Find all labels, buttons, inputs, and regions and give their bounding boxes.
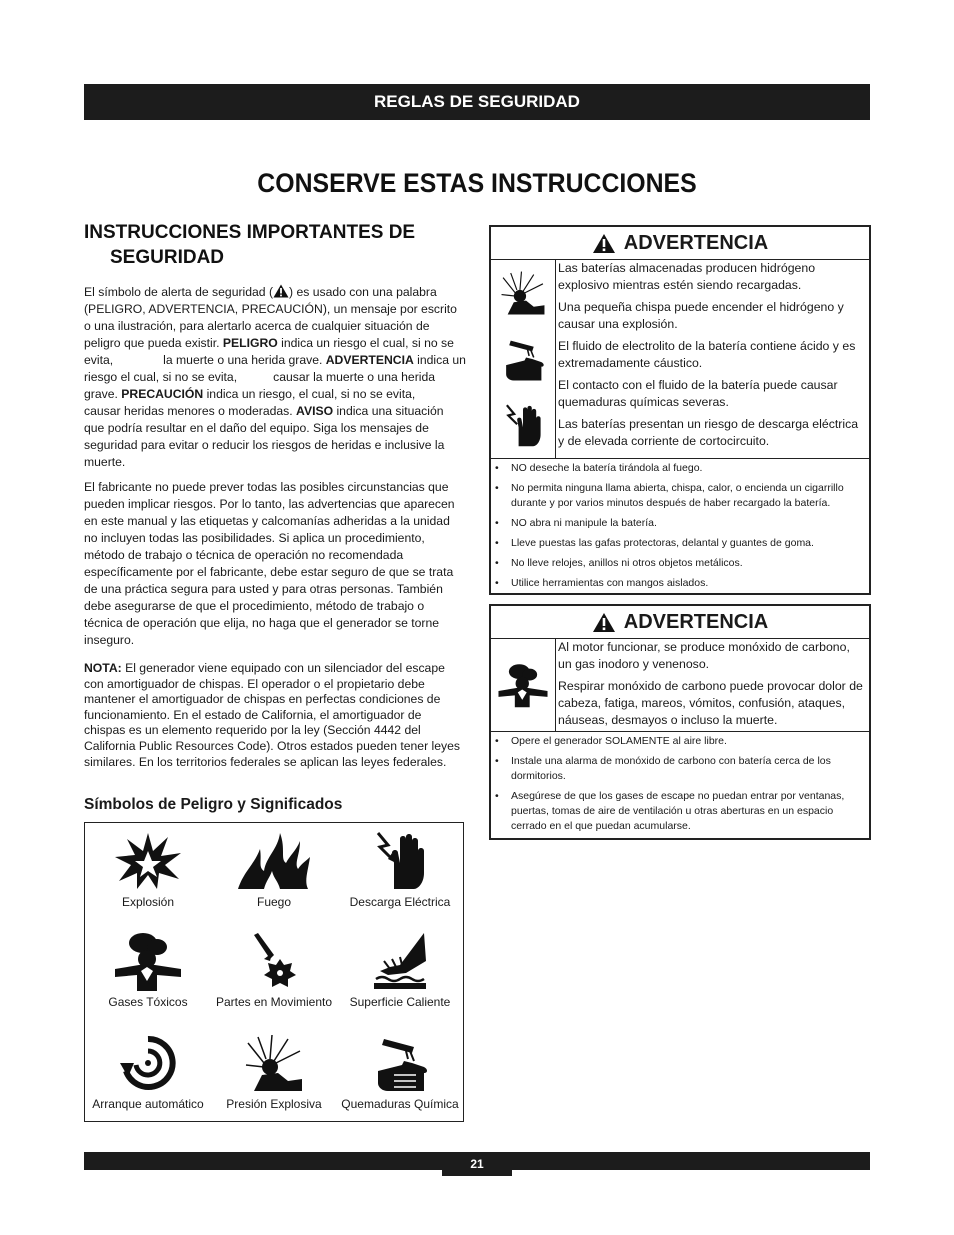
symbol-label: Explosión — [121, 895, 175, 909]
bullet-text: No permita ninguna llama abierta, chispa, calor, o encienda un cigarrillo durante y por varios minutos después de haber recargado la batería. — [511, 482, 844, 509]
warning-statement: Respirar monóxido de carbono puede provocar dolor de cabeza, fatiga, mareos, vómitos, confusión, ataques, náuseas, desmayos o incluso la muerte. — [558, 679, 863, 727]
list-item: • Lleve puestas las gafas protectoras, delantal y guantes de goma. — [495, 537, 814, 549]
peligro-keyword: PELIGRO — [222, 336, 278, 350]
electric-shock-icon — [501, 401, 545, 449]
symbols-heading: Símbolos de Peligro y Significados — [84, 796, 343, 813]
symbol-automatic-start — [85, 1033, 211, 1111]
symbol-fire — [211, 831, 337, 909]
list-item: • Utilice herramientas con mangos aislados. — [495, 577, 709, 589]
warning-statement: Las baterías almacenadas producen hidrógeno explosivo mientras estén siendo recargadas. — [558, 261, 816, 292]
list-item: • Instale una alarma de monóxido de carbono con batería cerca de los dormitorios. — [495, 754, 865, 784]
explosive-pressure-icon — [244, 1033, 304, 1093]
warning-bullet-list — [491, 732, 869, 843]
moving-parts-icon — [244, 931, 304, 991]
toxic-gas-icon — [497, 662, 549, 708]
warning-statement: Una pequeña chispa puede encender el hidrógeno y causar una explosión. — [558, 300, 844, 331]
warning-icon-column — [491, 639, 556, 731]
manufacturer-paragraph: El fabricante no puede prever todas las posibles circunstancias que pueden implicar riesgos. Por lo tanto, las advertencias que aparecen en este manual y las etiquetas y calcomanías adheridas a la unidad no incluyen todas las posibilidades. Si aplica un procedimiento, método de trabajo o técnica de operación no recomendada específicamente por el fabricante, debe estar seguro de que se trata de una práctica segura para usted y para otras personas. También debe asegurarse de que el procedimiento, método de trabajo o técnica de operación que elija, no haga que el generador se torne inseguro. — [84, 480, 455, 647]
para-text: indica una situación que podría resultar en el daño del equipo. Siga los mensajes de seguridad para evitar o reducir los riesgos de heridas e inclusive la muerte. — [84, 404, 445, 469]
warning-triangle-icon — [592, 612, 616, 633]
warning-statement: Al motor funcionar, se produce monóxido de carbono, un gas inodoro y venenoso. — [558, 640, 850, 671]
warning-header — [491, 227, 869, 260]
battery-warning-box — [489, 225, 871, 595]
warning-header — [491, 606, 869, 639]
para-text: ) es usado con una palabra (PELIGRO, ADVERTENCIA, PRECAUCIÓN), un mensaje por escrito o una ilustración, para alertarlo acerca de cualquier situación de peligro que pueda existir. — [84, 285, 457, 350]
symbol-chemical-burn — [337, 1033, 463, 1111]
symbol-explosion — [85, 831, 211, 909]
symbol-toxic-gases — [85, 931, 211, 1009]
para-text: El símbolo de alerta de seguridad ( — [84, 285, 274, 299]
list-item: • Asegúrese de que los gases de escape no puedan entrar por ventanas, puertas, tomas de aire de ventilación u otras aberturas en un espacio cerrado en el que puedan acumularse. — [495, 789, 865, 834]
warning-statement: Las baterías presentan un riesgo de descarga eléctrica y de elevada corriente de cortocircuito. — [558, 417, 859, 448]
symbol-label: Fuego — [256, 895, 292, 909]
symbol-hot-surface — [337, 931, 463, 1009]
section-title-line-2: SEGURIDAD — [110, 247, 225, 268]
symbol-label: Partes en Movimiento — [215, 995, 333, 1009]
electric-shock-icon — [370, 829, 430, 891]
section-header-title: REGLAS DE SEGURIDAD — [374, 92, 580, 111]
list-item: • No lleve relojes, anillos ni otros objetos metálicos. — [495, 557, 743, 569]
symbol-label: Quemaduras Química — [341, 1097, 459, 1111]
warning-body — [491, 260, 869, 459]
automatic-start-icon — [118, 1033, 178, 1093]
symbol-label: Descarga Eléctrica — [349, 895, 451, 909]
warning-triangle-icon — [592, 233, 616, 254]
warning-statement: El contacto con el fluido de la batería puede causar quemaduras químicas severas. — [558, 378, 838, 409]
symbol-explosive-pressure — [211, 1033, 337, 1111]
list-item: • NO deseche la batería tirándola al fuego. — [495, 462, 703, 474]
page-number: 21 — [442, 1152, 512, 1176]
symbol-electric-shock — [337, 829, 463, 909]
explosion-icon — [113, 831, 183, 891]
warning-title: ADVERTENCIA — [623, 610, 769, 633]
page-title: CONSERVE ESTAS INSTRUCCIONES — [257, 168, 697, 198]
fire-icon — [234, 831, 314, 891]
section-title-line-1: INSTRUCCIONES IMPORTANTES DE — [84, 222, 416, 243]
bullet-text: Asegúrese de que los gases de escape no puedan entrar por ventanas, puertas, tomas de aire de ventilación u otras aberturas en un espacio cerrado en el que puedan acumularse. — [511, 790, 845, 832]
symbol-label: Gases Tóxicos — [108, 995, 188, 1009]
para-text: causar heridas menores o moderadas. — [84, 404, 297, 418]
list-item: • Opere el generador SOLAMENTE al aire libre. — [495, 735, 727, 747]
section-title — [84, 220, 466, 270]
warning-statement: El fluido de electrolito de la batería contiene ácido y es extremadamente cáustico. — [558, 339, 856, 370]
symbol-label: Arranque automático — [92, 1097, 204, 1111]
para-text: indica un riesgo, el cual, si no se evita, — [203, 387, 416, 401]
section-header-bar — [84, 84, 870, 120]
warning-bullet-list — [491, 459, 869, 600]
nota-label: NOTA: — [84, 661, 122, 675]
para-text: la muerte o una herida grave. — [163, 353, 326, 367]
warning-text — [556, 260, 869, 458]
para-text: indica un riesgo el cual, si no se evita, — [84, 336, 454, 367]
chemical-burn-icon — [500, 335, 546, 383]
warning-text — [556, 639, 869, 731]
warning-icon-column — [491, 260, 556, 458]
left-column — [84, 220, 466, 770]
carbon-monoxide-warning-box — [489, 604, 871, 840]
bullet-text: Opere el generador SOLAMENTE al aire libre. — [511, 735, 727, 747]
bullet-text: No lleve relojes, anillos ni otros objetos metálicos. — [511, 557, 743, 569]
safety-alert-triangle-icon — [273, 284, 289, 298]
bullet-text: NO abra ni manipule la batería. — [511, 517, 657, 529]
precaucion-keyword: PRECAUCIÓN — [121, 387, 204, 401]
symbol-moving-parts — [211, 931, 337, 1009]
para-text: indica un riesgo el cual, si no se evita, — [84, 353, 466, 384]
symbol-label: Presión Explosiva — [226, 1097, 322, 1111]
para-text: causar la muerte o una herida grave. — [84, 370, 436, 401]
hot-surface-icon — [370, 931, 430, 991]
list-item: • No permita ninguna llama abierta, chispa, calor, o encienda un cigarrillo durante y por varios minutos después de haber recargado la batería. — [495, 481, 865, 511]
advertencia-keyword: ADVERTENCIA — [325, 353, 414, 367]
bullet-text: Utilice herramientas con mangos aislados. — [511, 577, 709, 589]
warning-body — [491, 639, 869, 732]
explosive-pressure-icon — [500, 269, 546, 317]
toxic-gas-icon — [113, 931, 183, 991]
bullet-text: Instale una alarma de monóxido de carbono con batería cerca de los dormitorios. — [511, 755, 831, 782]
nota-paragraph — [84, 661, 466, 770]
list-item: • NO abra ni manipule la batería. — [495, 517, 657, 529]
nota-text: El generador viene equipado con un silenciador del escape con amortiguador de chispas. El operador o el propietario debe mantener el amortiguador de chispas en perfectas condiciones de funcionamiento. En el estado de California, el amortiguador de chispas es un elemento requerido por la ley (Sección 4442 del California Public Resources Code). Otros estados pueden tener leyes similares. En los territorios federales se aplican las leyes federales. — [84, 661, 460, 769]
chemical-burn-icon — [370, 1033, 430, 1093]
aviso-keyword: AVISO — [296, 404, 334, 418]
hazard-symbols-grid — [84, 822, 464, 1122]
safety-alert-paragraph — [84, 284, 466, 471]
warning-title: ADVERTENCIA — [623, 231, 769, 254]
bullet-text: Lleve puestas las gafas protectoras, delantal y guantes de goma. — [511, 537, 814, 549]
symbol-label: Superficie Caliente — [349, 995, 451, 1009]
bullet-text: NO deseche la batería tirándola al fuego. — [511, 462, 703, 474]
